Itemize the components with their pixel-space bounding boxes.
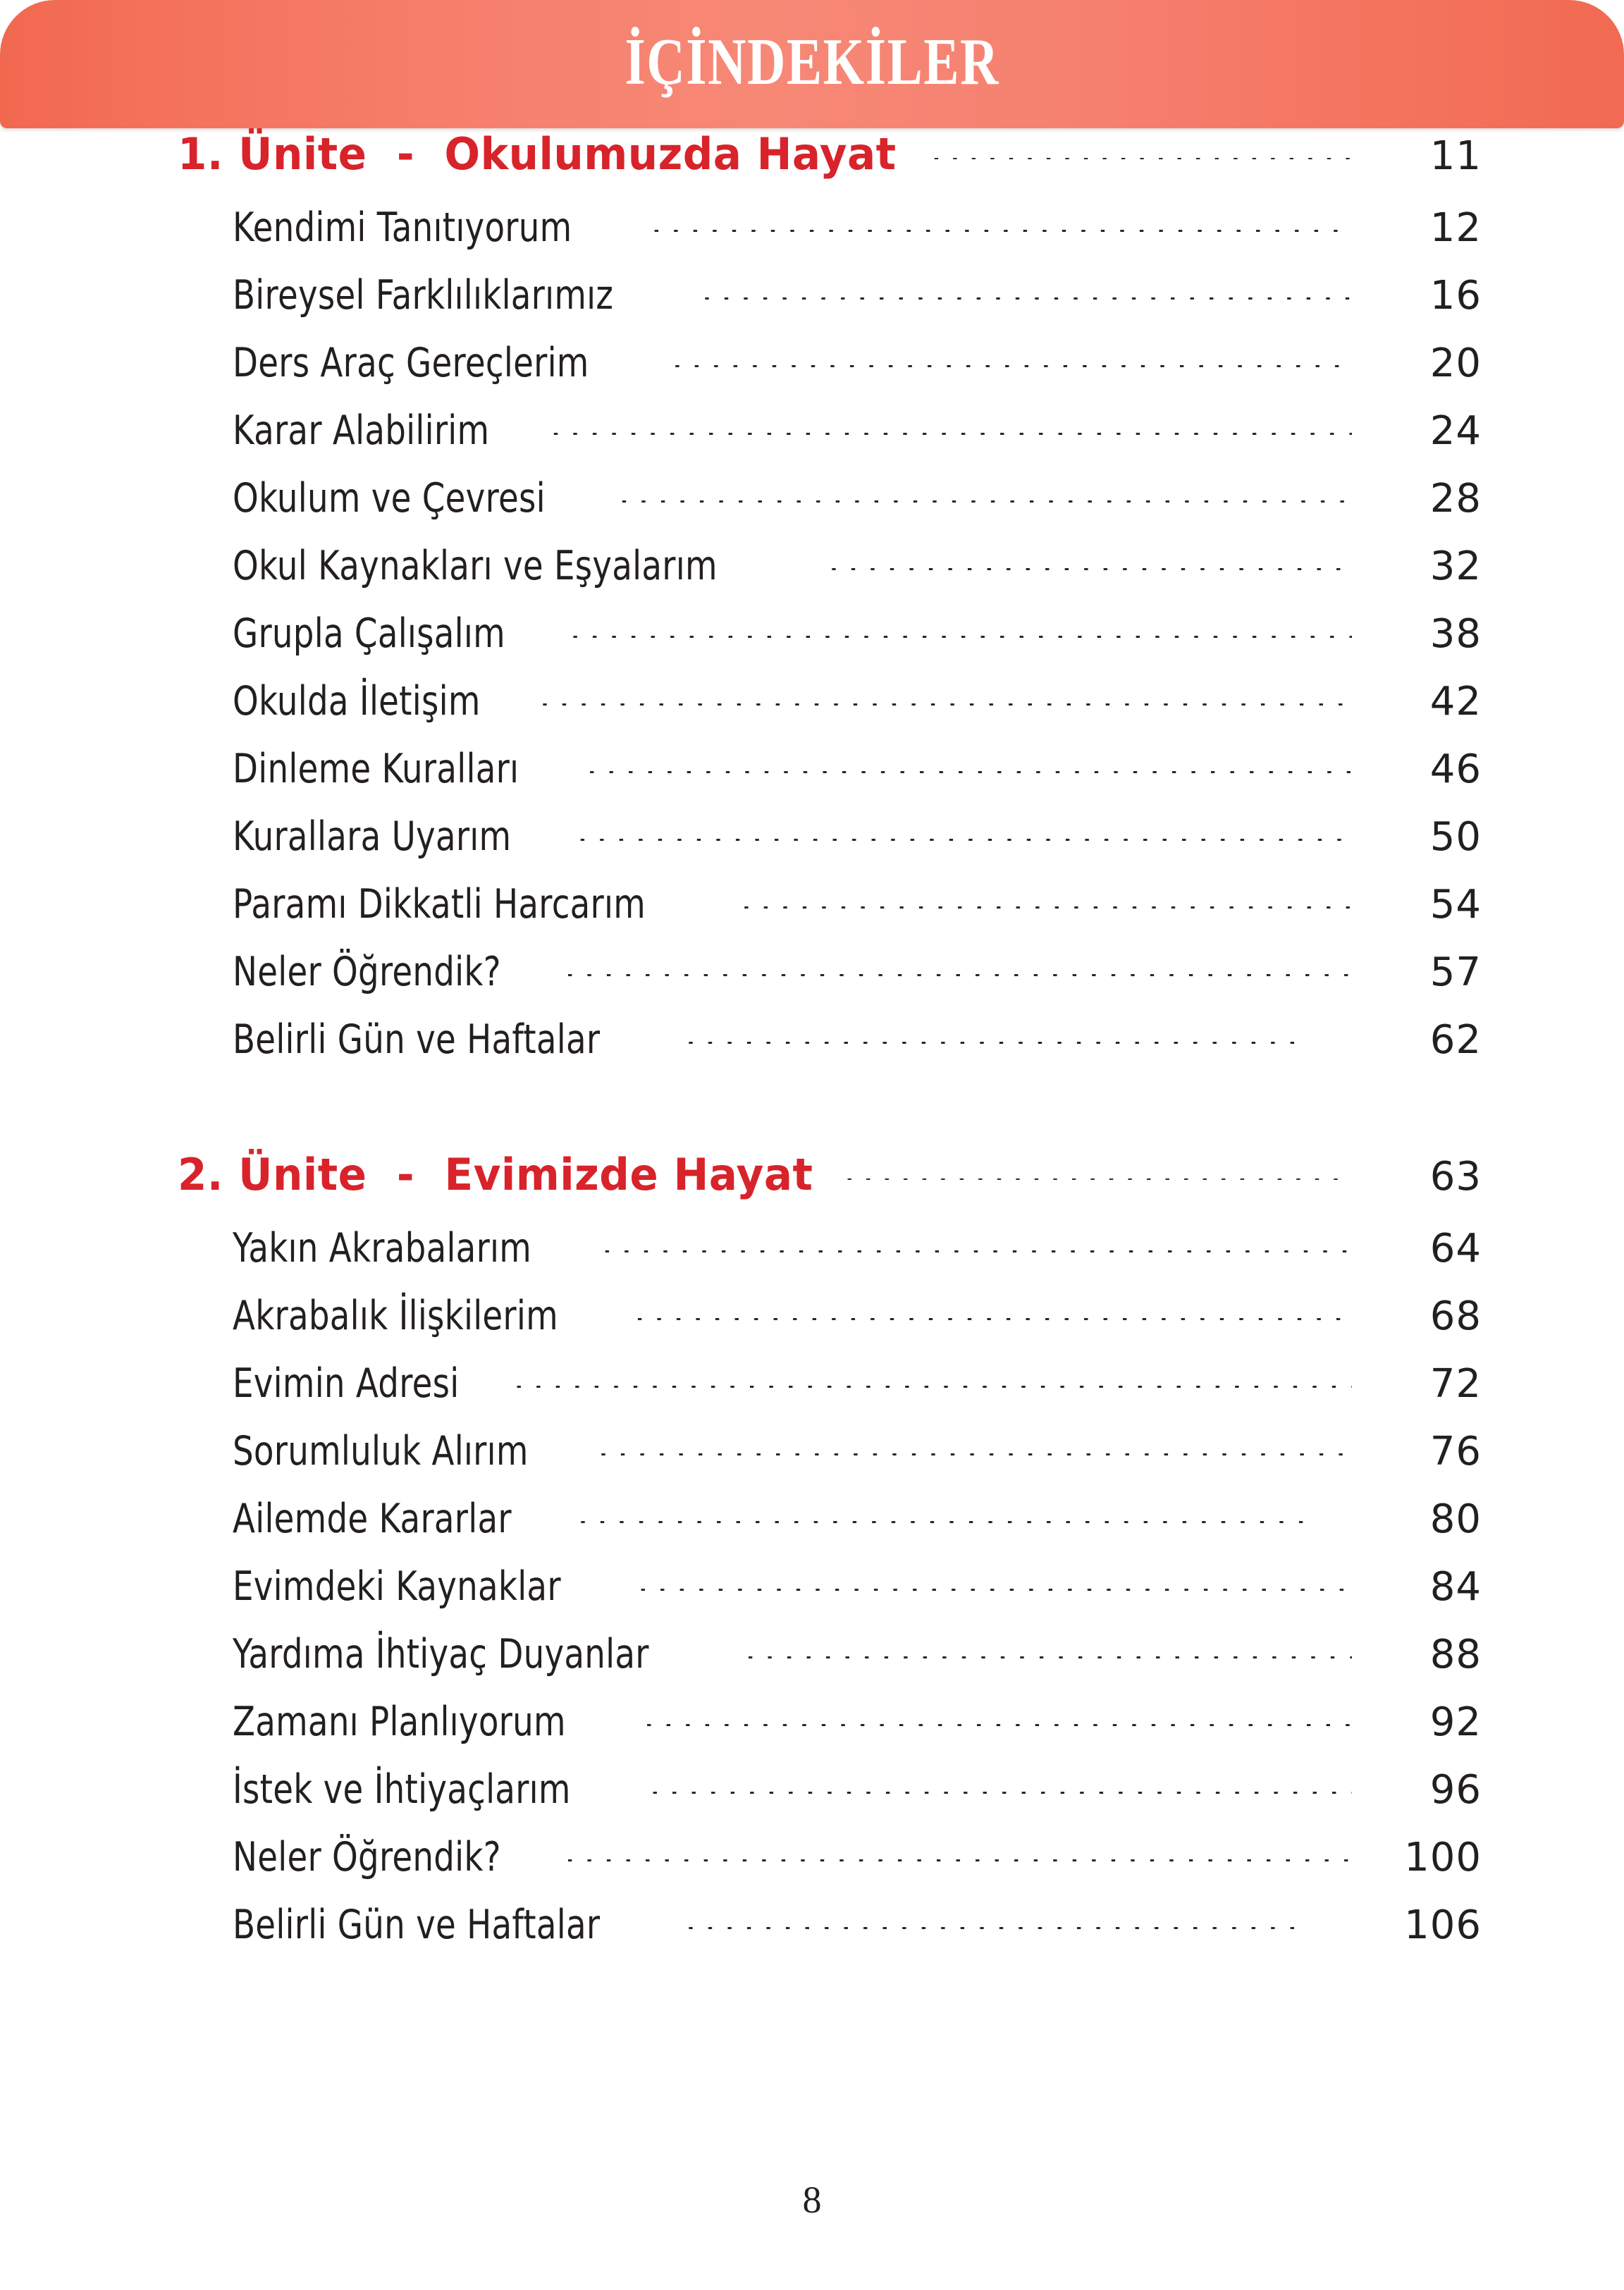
- toc-entry-label: Okulda İletişim: [233, 678, 481, 725]
- toc-entry-page-number: 100: [1404, 1835, 1482, 1880]
- toc-entry-label: Neler Öğrendik?: [233, 949, 501, 995]
- toc-entry-page-number: 68: [1429, 1293, 1482, 1339]
- leader-dots: [701, 297, 1352, 309]
- footer-page-number: 8: [802, 2179, 822, 2221]
- leader-dots: [634, 1318, 1352, 1329]
- toc-entry-row[interactable]: [142, 1016, 1482, 1084]
- leader-dots: [550, 433, 1352, 444]
- toc-entry-page-number: 96: [1429, 1767, 1482, 1813]
- toc-entry-label: Okulum ve Çevresi: [233, 475, 546, 522]
- toc-entry-row[interactable]: [142, 1766, 1482, 1834]
- toc-entry-label: Karar Alabilirim: [233, 407, 490, 454]
- toc-entry-page-number: 64: [1429, 1226, 1482, 1272]
- toc-entry-row[interactable]: [142, 1902, 1482, 1969]
- toc-entry-row[interactable]: [142, 813, 1482, 881]
- leader-dots: [513, 1386, 1352, 1397]
- toc-entry-page-number: 16: [1429, 273, 1482, 319]
- toc-entry-row[interactable]: [142, 1225, 1482, 1293]
- toc-entry-page-number: 24: [1429, 408, 1482, 454]
- toc-entry-page-number: 32: [1429, 543, 1482, 589]
- toc-entry-row[interactable]: [142, 475, 1482, 543]
- leader-dots: [744, 1656, 1352, 1668]
- toc-entry-label: Kurallara Uyarım: [233, 813, 512, 860]
- toc-entry-row[interactable]: [142, 407, 1482, 475]
- toc-entry-page-number: 28: [1429, 476, 1482, 522]
- leader-dots: [685, 1927, 1307, 1938]
- leader-dots: [601, 1250, 1352, 1262]
- toc-entry-row[interactable]: [142, 272, 1482, 340]
- toc-entry-page-number: 57: [1429, 949, 1482, 995]
- leader-dots: [844, 1178, 1352, 1190]
- toc-entry-page-number: 12: [1429, 205, 1482, 251]
- toc-entry-row[interactable]: [142, 610, 1482, 678]
- toc-entry-label: Neler Öğrendik?: [233, 1834, 501, 1880]
- toc-entry-label: Belirli Gün ve Haftalar: [233, 1016, 601, 1063]
- unit-section-1: [0, 128, 1624, 1084]
- toc-entry-row[interactable]: [142, 949, 1482, 1016]
- leader-dots: [741, 906, 1352, 918]
- page-footer: [0, 2178, 1624, 2222]
- leader-dots: [828, 568, 1352, 579]
- toc-entry-page-number: 80: [1429, 1496, 1482, 1542]
- toc-entry-label: Grupla Çalışalım: [233, 610, 505, 657]
- leader-dots: [672, 365, 1352, 376]
- leader-dots: [651, 230, 1352, 241]
- toc-entry-row[interactable]: [142, 1428, 1482, 1496]
- leader-dots: [649, 1792, 1352, 1803]
- leader-dots: [637, 1589, 1352, 1600]
- toc-entry-label: Evimdeki Kaynaklar: [233, 1563, 561, 1610]
- toc-entry-row[interactable]: [142, 340, 1482, 407]
- toc-entry-page-number: 42: [1429, 679, 1482, 725]
- toc-entry-label: Kendimi Tanıtıyorum: [233, 204, 572, 251]
- toc-entry-label: Dinleme Kuralları: [233, 746, 519, 792]
- unit-heading-row[interactable]: [142, 1149, 1482, 1225]
- toc-entry-label: Okul Kaynakları ve Eşyalarım: [233, 543, 718, 589]
- toc-entry-label: Evimin Adresi: [233, 1360, 460, 1407]
- toc-entry-label: Ders Araç Gereçlerim: [233, 340, 589, 386]
- toc-entry-page-number: 76: [1429, 1429, 1482, 1475]
- unit-page-number: 11: [1429, 133, 1482, 179]
- toc-entry-label: Belirli Gün ve Haftalar: [233, 1902, 601, 1948]
- toc-entry-label: Zamanı Planlıyorum: [233, 1699, 566, 1745]
- toc-entry-page-number: 20: [1429, 340, 1482, 386]
- toc-header-banner: [0, 0, 1624, 128]
- unit-heading-label: 1. Ünite - Okulumuzda Hayat: [178, 128, 897, 180]
- toc-entry-row[interactable]: [142, 1699, 1482, 1766]
- unit-heading-label: 2. Ünite - Evimizde Hayat: [178, 1149, 813, 1200]
- toc-entry-page-number: 62: [1429, 1017, 1482, 1063]
- leader-dots: [577, 839, 1352, 850]
- toc-entry-page-number: 88: [1429, 1632, 1482, 1678]
- toc-entry-row[interactable]: [142, 1293, 1482, 1360]
- leader-dots: [564, 1859, 1352, 1871]
- toc-entry-row[interactable]: [142, 1496, 1482, 1563]
- unit-section-2: [0, 1149, 1624, 1969]
- leader-dots: [564, 974, 1352, 985]
- leader-dots: [685, 1042, 1307, 1053]
- leader-dots: [539, 703, 1352, 715]
- toc-entry-label: Akrabalık İlişkilerim: [233, 1293, 558, 1339]
- toc-entry-row[interactable]: [142, 1834, 1482, 1902]
- leader-dots: [644, 1724, 1352, 1735]
- toc-entry-row[interactable]: [142, 746, 1482, 813]
- toc-entry-row[interactable]: [142, 881, 1482, 949]
- toc-entry-page-number: 54: [1429, 882, 1482, 928]
- toc-entry-label: İstek ve İhtiyaçlarım: [233, 1766, 571, 1813]
- toc-entry-row[interactable]: [142, 1631, 1482, 1699]
- leader-dots: [930, 158, 1352, 169]
- toc-entry-label: Sorumluluk Alırım: [233, 1428, 529, 1475]
- toc-entry-label: Yardıma İhtiyaç Duyanlar: [233, 1631, 649, 1678]
- toc-entry-page-number: 72: [1429, 1361, 1482, 1407]
- toc-entry-page-number: 106: [1404, 1902, 1482, 1948]
- toc-entry-label: Ailemde Kararlar: [233, 1496, 512, 1542]
- leader-dots: [586, 771, 1352, 782]
- unit-heading-row[interactable]: [142, 128, 1482, 204]
- leader-dots: [598, 1453, 1352, 1465]
- table-of-contents: [0, 128, 1624, 1969]
- toc-entry-label: Yakın Akrabalarım: [233, 1225, 532, 1272]
- page-title: İÇİNDEKİLER: [625, 25, 999, 99]
- leader-dots: [570, 636, 1352, 647]
- toc-entry-page-number: 50: [1429, 814, 1482, 860]
- toc-entry-row[interactable]: [142, 204, 1482, 272]
- toc-entry-row[interactable]: [142, 1360, 1482, 1428]
- toc-entry-label: Paramı Dikkatli Harcarım: [233, 881, 646, 928]
- toc-entry-page-number: 84: [1429, 1564, 1482, 1610]
- toc-entry-page-number: 46: [1429, 746, 1482, 792]
- toc-entry-page-number: 38: [1429, 611, 1482, 657]
- toc-entry-label: Bireysel Farklılıklarımız: [233, 272, 614, 319]
- toc-entry-row[interactable]: [142, 678, 1482, 746]
- toc-entry-row[interactable]: [142, 1563, 1482, 1631]
- unit-page-number: 63: [1429, 1154, 1482, 1200]
- leader-dots: [577, 1521, 1307, 1532]
- toc-entry-row[interactable]: [142, 543, 1482, 610]
- leader-dots: [618, 500, 1352, 512]
- toc-entry-page-number: 92: [1429, 1699, 1482, 1745]
